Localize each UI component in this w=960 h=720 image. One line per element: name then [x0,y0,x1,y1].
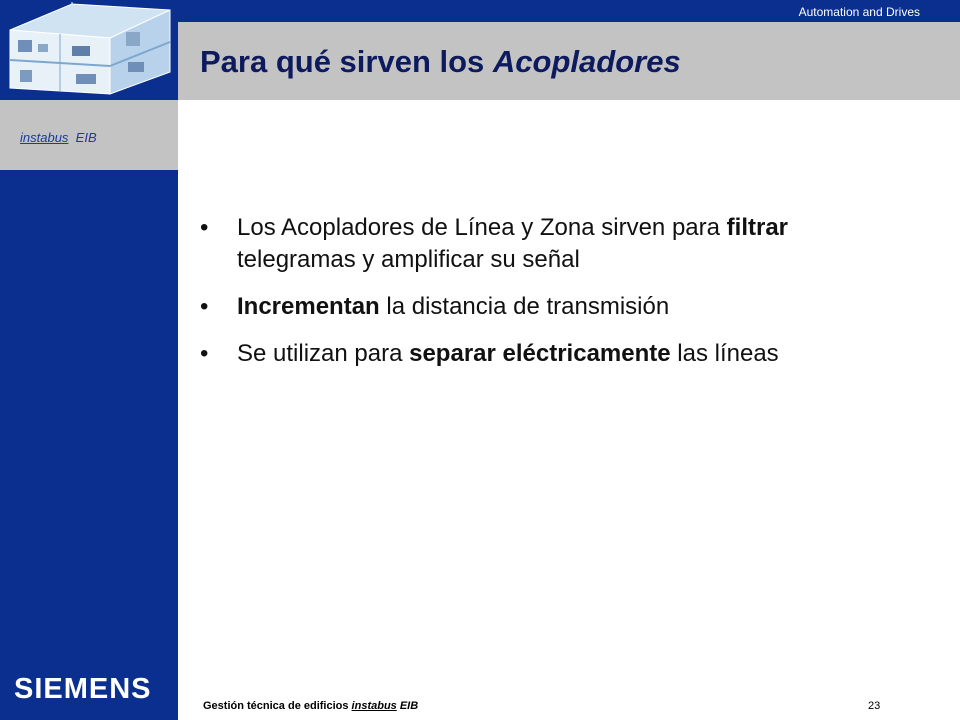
bullet-item [200,212,900,276]
bullet-text: Incrementan la distancia de transmisión [237,293,670,320]
instabus-label: instabus EIB [20,130,97,145]
bullet-text: Los Acopladores de Línea y Zona sirven para filtrar telegramas y amplificar su señal [237,214,789,273]
bullet-item [200,291,900,323]
house-illustration [0,0,178,100]
title-bar [178,22,960,100]
bullet-dot: • [200,293,209,320]
siemens-logo: SIEMENS [14,673,152,705]
footer-title: Gestión técnica de edificios instabus EIB [203,700,419,712]
house-image [2,2,176,98]
bullet-list [200,212,900,385]
bullet-item [200,338,900,370]
bullet-text: Se utilizan para separar eléctricamente las líneas [237,340,779,367]
top-strip [178,0,960,22]
page-number: 23 [868,700,881,712]
brand-area-label: Automation and Drives [798,5,920,19]
bullet-dot: • [200,340,209,367]
page-title: Para qué sirven los Acopladores [200,44,681,79]
bullet-dot: • [200,214,209,241]
